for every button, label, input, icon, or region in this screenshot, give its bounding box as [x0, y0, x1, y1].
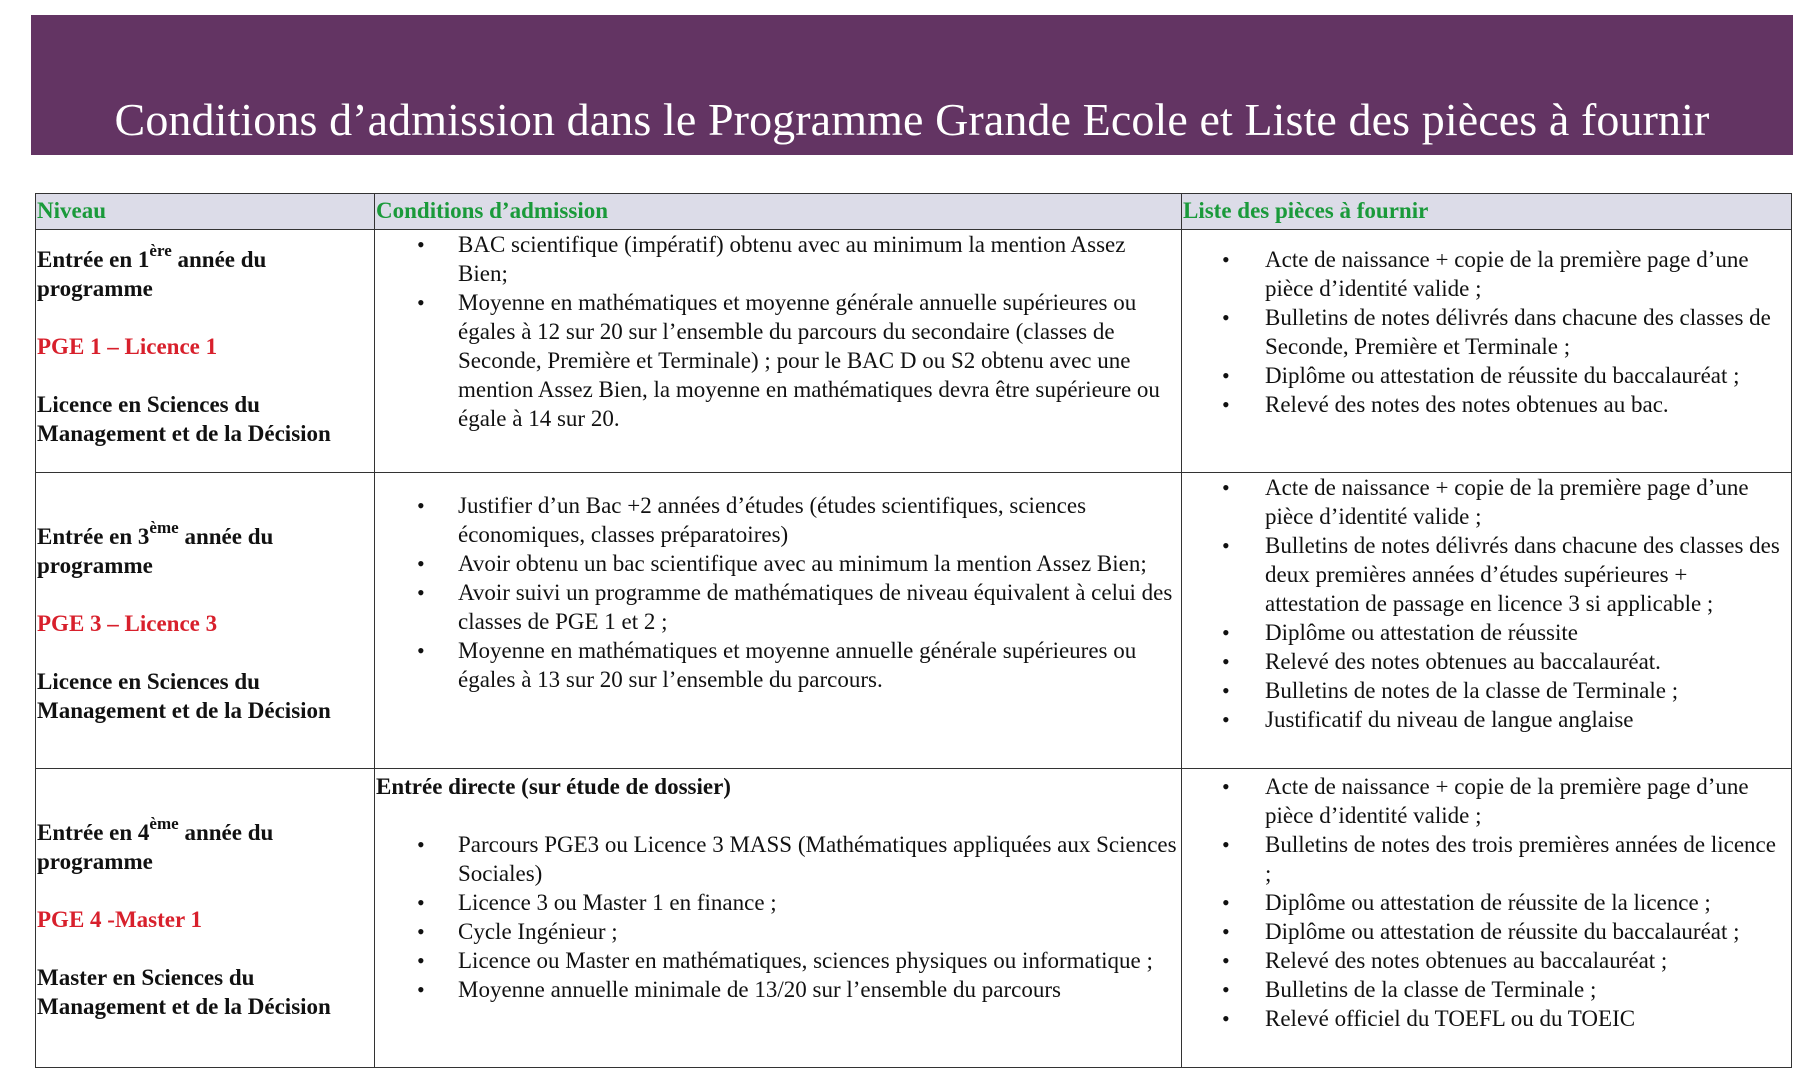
conditions-intro: Entrée directe (sur étude de dossier) — [376, 774, 731, 799]
list-item: • Cycle Ingénieur ; — [375, 917, 1181, 946]
pieces-list — [1182, 769, 1791, 1033]
pieces-list — [1182, 230, 1791, 419]
pieces-cell — [1182, 473, 1792, 769]
list-item: • Justifier d’un Bac +2 années d’études (études scientifiques, sciences économiques, classes préparatoires) — [375, 491, 1181, 549]
entry-level-line2: programme — [37, 849, 153, 874]
degree-name-line2: Management et de la Décision — [37, 698, 331, 723]
list-item: • Bulletins de la classe de Terminale ; — [1182, 975, 1791, 1004]
entry-level: Entrée en 4ème année du — [37, 814, 274, 845]
header-pieces: Liste des pièces à fournir — [1182, 194, 1792, 230]
table-row — [36, 473, 1792, 769]
list-item: • Acte de naissance + copie de la première page d’une pièce d’identité valide ; — [1182, 473, 1791, 531]
list-item: • Diplôme ou attestation de réussite de la licence ; — [1182, 888, 1791, 917]
niveau-cell — [36, 230, 375, 473]
entry-level-line2: programme — [37, 553, 153, 578]
degree-name: Master en Sciences du — [37, 965, 255, 990]
conditions-cell — [375, 230, 1182, 473]
pieces-cell — [1182, 769, 1792, 1068]
entry-level: Entrée en 1ère année du — [37, 241, 267, 272]
list-item: • Diplôme ou attestation de réussite — [1182, 618, 1791, 647]
list-item: • Relevé officiel du TOEFL ou du TOEIC — [1182, 1004, 1791, 1033]
list-item: • Relevé des notes obtenues au baccalauréat. — [1182, 647, 1791, 676]
degree-name-line2: Management et de la Décision — [37, 994, 331, 1019]
header-niveau: Niveau — [36, 194, 375, 230]
list-item: • Diplôme ou attestation de réussite du baccalauréat ; — [1182, 917, 1791, 946]
conditions-list — [375, 230, 1181, 433]
conditions-cell — [375, 473, 1182, 769]
title-banner — [31, 15, 1793, 155]
entry-level-line2: programme — [37, 276, 153, 301]
list-item: • Moyenne en mathématiques et moyenne annuelle générale supérieures ou égales à 13 sur 20 sur l’ensemble du parcours. — [375, 636, 1181, 694]
table-header-row — [36, 194, 1792, 230]
list-item: • Bulletins de notes de la classe de Terminale ; — [1182, 676, 1791, 705]
list-item: • Acte de naissance + copie de la première page d’une pièce d’identité valide ; — [1182, 772, 1791, 830]
pge-label: PGE 3 – Licence 3 — [37, 611, 218, 636]
degree-name: Licence en Sciences du — [37, 392, 260, 417]
entry-level: Entrée en 3ème année du — [37, 518, 274, 549]
conditions-list — [375, 473, 1181, 694]
pieces-list — [1182, 473, 1791, 734]
list-item: • Parcours PGE3 ou Licence 3 MASS (Mathématiques appliquées aux Sciences Sociales) — [375, 830, 1181, 888]
list-item: • Avoir suivi un programme de mathématiques de niveau équivalent à celui des classes de PGE 1 et 2 ; — [375, 578, 1181, 636]
pge-label: PGE 1 – Licence 1 — [37, 334, 218, 359]
list-item: • Relevé des notes des notes obtenues au bac. — [1182, 390, 1791, 419]
pge-label: PGE 4 -Master 1 — [37, 907, 203, 932]
list-item: • Licence ou Master en mathématiques, sciences physiques ou informatique ; — [375, 946, 1181, 975]
list-item: • Acte de naissance + copie de la première page d’une pièce d’identité valide ; — [1182, 245, 1791, 303]
list-item: • Licence 3 ou Master 1 en finance ; — [375, 888, 1181, 917]
degree-name-line2: Management et de la Décision — [37, 421, 331, 446]
list-item: • Relevé des notes obtenues au baccalauréat ; — [1182, 946, 1791, 975]
pieces-cell — [1182, 230, 1792, 473]
list-item: • Bulletins de notes des trois premières années de licence ; — [1182, 830, 1791, 888]
list-item: • Diplôme ou attestation de réussite du baccalauréat ; — [1182, 361, 1791, 390]
admission-table — [35, 193, 1792, 1068]
table-row — [36, 230, 1792, 473]
header-conditions: Conditions d’admission — [375, 194, 1182, 230]
conditions-list — [375, 801, 1181, 1004]
list-item: • Bulletins de notes délivrés dans chacune des classes des deux premières années d’études supérieures + attestation de passage en licence 3 si applicable ; — [1182, 531, 1791, 618]
niveau-cell — [36, 473, 375, 769]
list-item: • Moyenne annuelle minimale de 13/20 sur l’ensemble du parcours — [375, 975, 1181, 1004]
conditions-cell — [375, 769, 1182, 1068]
table-row — [36, 769, 1792, 1068]
list-item: • Avoir obtenu un bac scientifique avec au minimum la mention Assez Bien; — [375, 549, 1181, 578]
list-item: • Bulletins de notes délivrés dans chacune des classes de Seconde, Première et Terminale ; — [1182, 303, 1791, 361]
degree-name: Licence en Sciences du — [37, 669, 260, 694]
list-item: • Justificatif du niveau de langue anglaise — [1182, 705, 1791, 734]
list-item: • BAC scientifique (impératif) obtenu avec au minimum la mention Assez Bien; — [375, 230, 1181, 288]
page-title: Conditions d’admission dans le Programme Grande Ecole et Liste des pièces à fournir — [114, 94, 1710, 145]
niveau-cell — [36, 769, 375, 1068]
list-item: • Moyenne en mathématiques et moyenne générale annuelle supérieures ou égales à 12 sur 20 sur l’ensemble du parcours du secondaire (classes de Seconde, Première et Terminale) ; pour le BAC D ou S2 obtenu avec une mention Assez Bien, la moyenne en mathématiques devra être supérieure ou égale à 14 sur 20. — [375, 288, 1181, 433]
